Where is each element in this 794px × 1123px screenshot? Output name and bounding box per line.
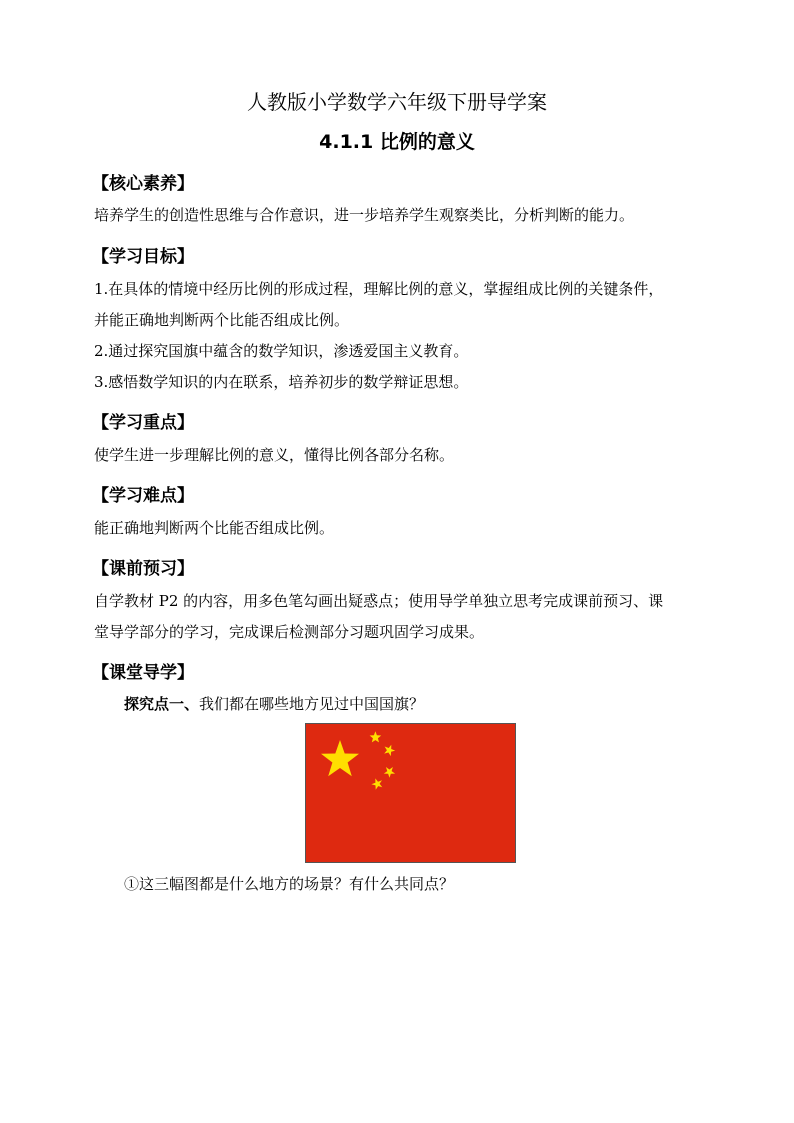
heading-difficulties: 【学习难点】	[92, 486, 194, 506]
document-title: 人教版小学数学六年级下册导学案	[247, 90, 547, 114]
flag-icon	[305, 723, 516, 863]
goal-item-2: 2.通过探究国旗中蕴含的数学知识，渗透爱国主义教育。	[94, 342, 469, 360]
discussion-question: ①这三幅图都是什么地方的场景？有什么共同点？	[124, 875, 455, 893]
difficulties-text: 能正确地判断两个比能否组成比例。	[94, 519, 335, 537]
preview-text-line-1: 自学教材 P2 的内容，用多色笔勾画出疑惑点；使用导学单独立思考完成课前预习、课	[94, 592, 664, 610]
heading-learning-goals: 【学习目标】	[92, 247, 194, 267]
explore-point-question: 我们都在哪些地方见过中国国旗？	[199, 695, 425, 713]
heading-core-literacy: 【核心素养】	[92, 174, 194, 194]
flag-field	[306, 724, 516, 863]
explore-point-one	[124, 693, 424, 714]
heading-key-points: 【学习重点】	[92, 413, 194, 433]
goal-item-1-line-2: 并能正确地判断两个比能否组成比例。	[94, 311, 350, 329]
goal-item-1-line-1: 1.在具体的情境中经历比例的形成过程，理解比例的意义，掌握组成比例的关键条件，	[94, 280, 664, 298]
explore-point-label: 探究点一、	[124, 695, 200, 713]
key-points-text: 使学生进一步理解比例的意义，懂得比例各部分名称。	[94, 446, 455, 464]
goal-item-3: 3.感悟数学知识的内在联系，培养初步的数学辩证思想。	[94, 373, 469, 391]
heading-preview: 【课前预习】	[92, 559, 194, 579]
preview-text-line-2: 堂导学部分的学习，完成课后检测部分习题巩固学习成果。	[94, 623, 485, 641]
chinese-flag-image	[305, 723, 516, 863]
core-literacy-text: 培养学生的创造性思维与合作意识，进一步培养学生观察类比，分析判断的能力。	[94, 206, 635, 224]
lesson-title: 4.1.1 比例的意义	[319, 131, 475, 153]
heading-classroom-guide: 【课堂导学】	[92, 663, 194, 683]
